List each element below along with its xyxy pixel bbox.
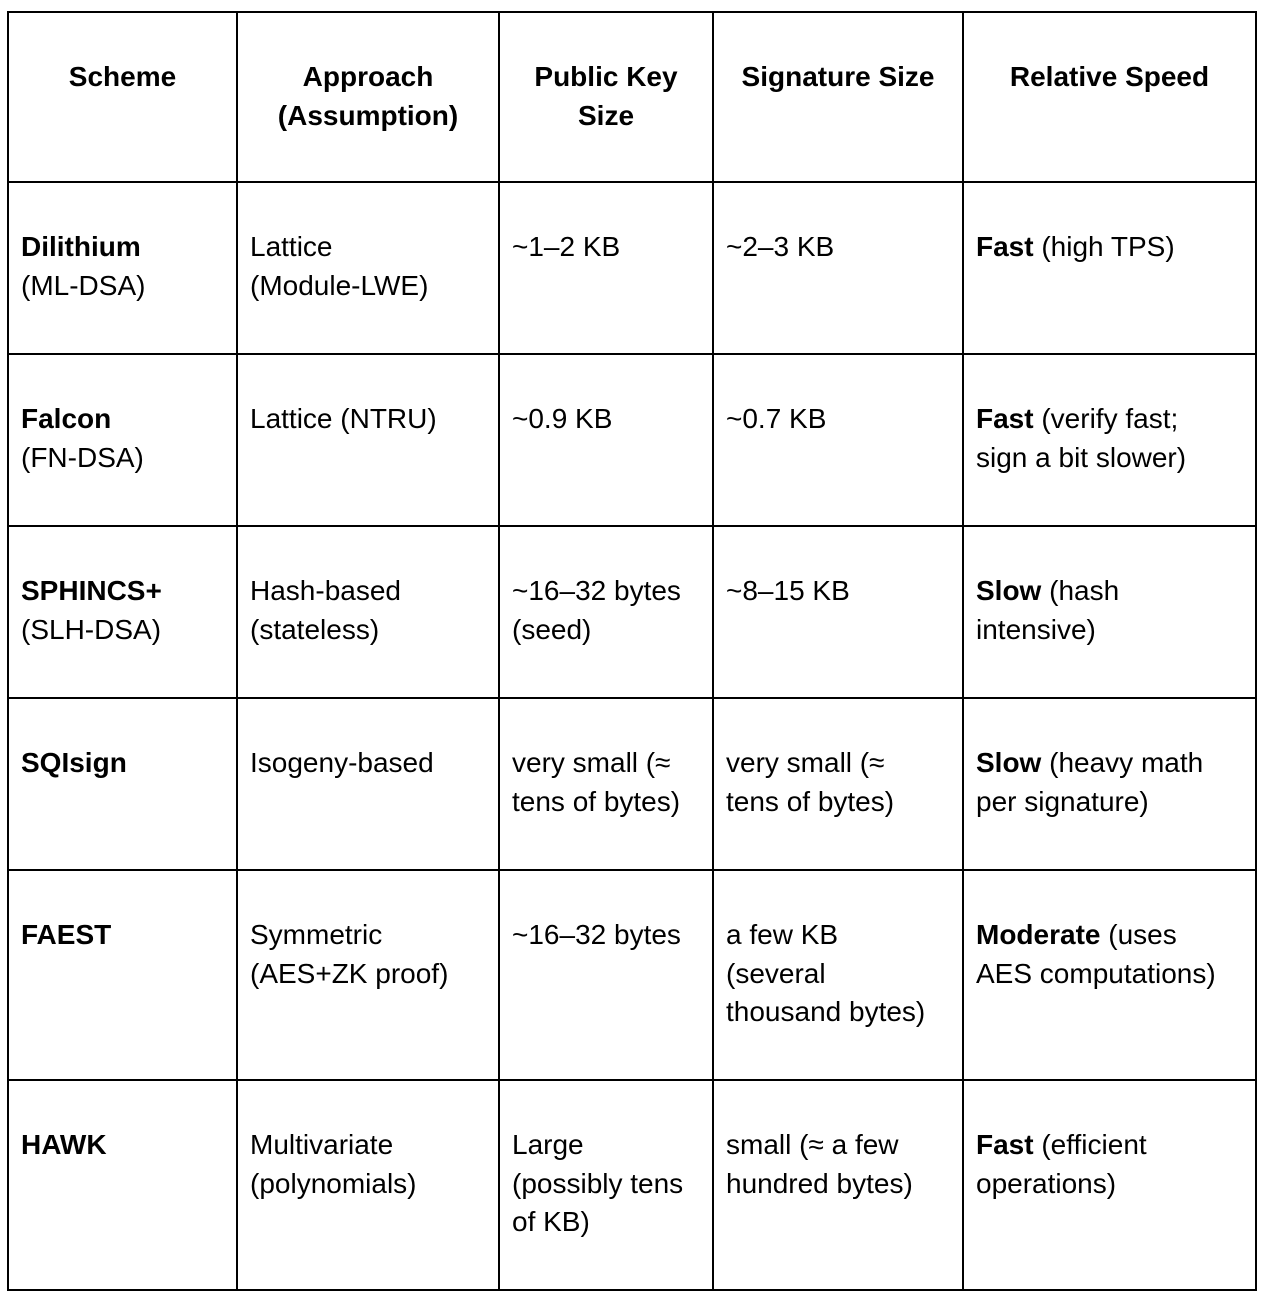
approach-cell: Lattice (Module-LWE)	[237, 182, 499, 354]
public-key-cell: very small (≈ tens of bytes)	[499, 698, 713, 870]
signature-cell: a few KB (several thousand bytes)	[713, 870, 963, 1080]
table-row	[8, 870, 1256, 1080]
header-scheme: Scheme	[8, 12, 237, 182]
scheme-cell: SQIsign	[8, 698, 237, 870]
speed-cell: Slow (heavy math per signature)	[963, 698, 1256, 870]
signature-cell: ~2–3 KB	[713, 182, 963, 354]
scheme-cell: HAWK	[8, 1080, 237, 1290]
approach-cell: Lattice (NTRU)	[237, 354, 499, 526]
public-key-cell: ~16–32 bytes (seed)	[499, 526, 713, 698]
header-public-key-size: Public Key Size	[499, 12, 713, 182]
speed-rating: Fast	[976, 231, 1034, 262]
scheme-cell: Falcon (FN-DSA)	[8, 354, 237, 526]
header-row	[8, 12, 1256, 182]
speed-cell: Fast (efficient operations)	[963, 1080, 1256, 1290]
table-row	[8, 354, 1256, 526]
pqc-signature-comparison-table	[7, 11, 1257, 1291]
scheme-cell: SPHINCS+ (SLH-DSA)	[8, 526, 237, 698]
signature-cell: ~8–15 KB	[713, 526, 963, 698]
approach-cell: Hash-based (stateless)	[237, 526, 499, 698]
approach-cell: Multivariate (polynomials)	[237, 1080, 499, 1290]
speed-rating: Moderate	[976, 919, 1101, 950]
scheme-cell: Dilithium (ML-DSA)	[8, 182, 237, 354]
public-key-cell: ~1–2 KB	[499, 182, 713, 354]
signature-cell: very small (≈ tens of bytes)	[713, 698, 963, 870]
signature-cell: small (≈ a few hundred bytes)	[713, 1080, 963, 1290]
signature-cell: ~0.7 KB	[713, 354, 963, 526]
speed-cell: Slow (hash intensive)	[963, 526, 1256, 698]
public-key-cell: Large (possibly tens of KB)	[499, 1080, 713, 1290]
speed-cell: Fast (high TPS)	[963, 182, 1256, 354]
table-row	[8, 182, 1256, 354]
header-signature-size: Signature Size	[713, 12, 963, 182]
speed-rating: Slow	[976, 575, 1042, 606]
approach-cell: Isogeny-based	[237, 698, 499, 870]
speed-cell: Fast (verify fast; sign a bit slower)	[963, 354, 1256, 526]
speed-rating: Fast	[976, 1129, 1034, 1160]
public-key-cell: ~0.9 KB	[499, 354, 713, 526]
speed-rating: Slow	[976, 747, 1042, 778]
speed-rating: Fast	[976, 403, 1034, 434]
header-approach: Approach (Assumption)	[237, 12, 499, 182]
table-row	[8, 698, 1256, 870]
header-relative-speed: Relative Speed	[963, 12, 1256, 182]
approach-cell: Symmetric (AES+ZK proof)	[237, 870, 499, 1080]
public-key-cell: ~16–32 bytes	[499, 870, 713, 1080]
scheme-cell: FAEST	[8, 870, 237, 1080]
table-row	[8, 1080, 1256, 1290]
speed-cell: Moderate (uses AES computations)	[963, 870, 1256, 1080]
table-row	[8, 526, 1256, 698]
